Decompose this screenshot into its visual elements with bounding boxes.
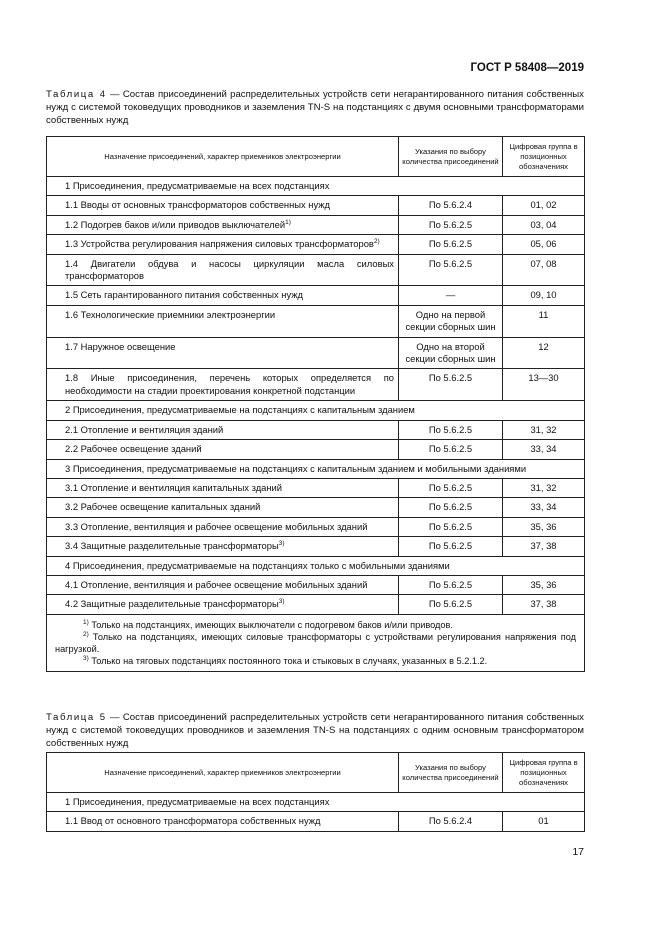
digit-group — [503, 575, 585, 594]
connection-name — [47, 575, 399, 594]
table-row — [47, 595, 585, 614]
table-row — [47, 420, 585, 439]
document-code: ГОСТ Р 58408—2019 — [470, 62, 584, 74]
selection-guide-text: По 5.6.2.5 — [428, 218, 473, 230]
digit-group — [503, 369, 585, 401]
digit-group — [503, 498, 585, 517]
table-row — [47, 517, 585, 536]
digit-group — [503, 254, 585, 286]
table5-col-guide: Указания по выбору количества присоединений — [399, 753, 503, 793]
table-row — [47, 440, 585, 459]
footnote — [55, 655, 576, 667]
selection-guide-text: По 5.6.2.5 — [428, 540, 473, 552]
table5-col-group: Цифровая группа в позиционных обозначениях — [503, 753, 585, 793]
connection-name-text: 3.4 Защитные разделительные трансформаторы — [65, 540, 279, 552]
table-row — [47, 812, 585, 831]
selection-guide-text: По 5.6.2.5 — [428, 443, 473, 455]
footnote-indent — [55, 632, 83, 642]
digit-group — [503, 286, 585, 305]
selection-guide — [399, 254, 503, 286]
table5-body — [47, 793, 585, 832]
footnote-text: Только на подстанциях, имеющих силовые трансформаторы с устройствами регулирования напряжения под нагрузкой. — [55, 631, 576, 654]
digit-group — [503, 478, 585, 497]
footnote-text: Только на тяговых подстанциях постоянного тока и стыковых в случаях, указанных в 5.2.1.2. — [88, 655, 488, 666]
section-title — [47, 401, 585, 420]
connection-name — [47, 369, 399, 401]
digit-group-text: 31, 32 — [530, 423, 557, 435]
connection-name-text: 4.2 Защитные разделительные трансформаторы — [65, 598, 279, 610]
connection-name — [47, 254, 399, 286]
connection-name-text: 3.1 Отопление и вентиляция капитальных зданий — [65, 481, 283, 493]
footnote-indent — [55, 620, 83, 630]
footnote — [55, 619, 576, 631]
selection-guide-text: По 5.6.2.5 — [428, 501, 473, 513]
table-section-row — [47, 556, 585, 575]
connection-name-text: 2.1 Отопление и вентиляция зданий — [65, 423, 224, 435]
connection-name — [47, 478, 399, 497]
connection-name — [47, 595, 399, 614]
connection-name-text: 3.3 Отопление, вентиляция и рабочее освещение мобильных зданий — [65, 520, 368, 532]
table5-header-row — [47, 753, 585, 793]
connection-name-text: 1.8 Иные присоединения, перечень которых определяется по необходимости на стадии проектирования конкретной подстанции — [65, 372, 394, 396]
digit-group — [503, 337, 585, 369]
table4-caption-text: — Состав присоединений распределительных устройств сети негарантированного питания собственных нужд с системой токоведущих проводников и заземления TN-S на подстанциях с двумя основными трансформаторами собственных нужд — [46, 89, 584, 127]
digit-group-text: 05, 06 — [530, 238, 557, 250]
selection-guide-text: Одно на второй секции сборных шин — [405, 340, 496, 365]
connection-name — [47, 215, 399, 234]
connection-name — [47, 235, 399, 254]
selection-guide — [399, 517, 503, 536]
page-number: 17 — [572, 846, 584, 858]
digit-group — [503, 595, 585, 614]
connection-name-text: 1.1 Ввод от основного трансформатора собственных нужд — [65, 815, 321, 827]
table-section-row — [47, 793, 585, 812]
selection-guide — [399, 286, 503, 305]
digit-group — [503, 305, 585, 337]
table-row — [47, 215, 585, 234]
table-row — [47, 575, 585, 594]
connection-name — [47, 420, 399, 439]
table-section-row — [47, 401, 585, 420]
selection-guide — [399, 420, 503, 439]
table5 — [46, 752, 585, 832]
selection-guide-text: По 5.6.2.5 — [428, 520, 473, 532]
section-title-text: 1 Присоединения, предусматриваемые на всех подстанциях — [65, 796, 330, 807]
selection-guide-text: Одно на первой секции сборных шин — [405, 308, 496, 333]
selection-guide-text: По 5.6.2.5 — [428, 372, 473, 384]
table4-label: Таблица 4 — [46, 89, 107, 100]
connection-name — [47, 498, 399, 517]
digit-group-text: 09, 10 — [530, 289, 557, 301]
table5-label: Таблица 5 — [46, 712, 107, 723]
connection-name-text: 1.2 Подогрев баков и/или приводов выключателей — [65, 218, 286, 230]
selection-guide-text: — — [445, 289, 456, 301]
digit-group-text: 11 — [538, 308, 549, 320]
selection-guide — [399, 369, 503, 401]
connection-name — [47, 812, 399, 831]
connection-name-text: 1.7 Наружное освещение — [65, 340, 176, 352]
selection-guide — [399, 478, 503, 497]
connection-name-text: 4.1 Отопление, вентиляция и рабочее освещение мобильных зданий — [65, 578, 368, 590]
connection-name — [47, 286, 399, 305]
digit-group — [503, 215, 585, 234]
selection-guide — [399, 595, 503, 614]
selection-guide — [399, 215, 503, 234]
selection-guide — [399, 235, 503, 254]
footnote — [55, 631, 576, 655]
selection-guide-text: По 5.6.2.5 — [428, 257, 473, 269]
table-row — [47, 254, 585, 286]
footnote-marker: 1) — [83, 618, 89, 626]
table-row — [47, 305, 585, 337]
footnote-ref: 3) — [278, 540, 285, 547]
section-title — [47, 459, 585, 478]
selection-guide — [399, 305, 503, 337]
table-row — [47, 337, 585, 369]
section-title-text: 3 Присоединения, предусматриваемые на подстанциях с капитальным зданием и мобильными зданиями — [65, 462, 527, 474]
connection-name — [47, 517, 399, 536]
table4-col-guide: Указания по выбору количества присоединений — [399, 137, 503, 177]
connection-name-text: 3.2 Рабочее освещение капитальных зданий — [65, 501, 261, 513]
digit-group-text: 07, 08 — [530, 257, 557, 269]
footnote-ref: 3) — [278, 598, 285, 606]
section-title — [47, 556, 585, 575]
table-notes — [47, 614, 585, 671]
connection-name-text: 1.5 Сеть гарантированного питания собственных нужд — [65, 289, 304, 301]
digit-group — [503, 420, 585, 439]
selection-guide — [399, 575, 503, 594]
connection-name-text: 2.2 Рабочее освещение зданий — [65, 443, 202, 455]
digit-group-text: 31, 32 — [530, 481, 557, 493]
digit-group — [503, 812, 585, 831]
table-row — [47, 286, 585, 305]
connection-name — [47, 440, 399, 459]
table5-caption — [46, 711, 584, 751]
table5-col-name: Назначение присоединений, характер приемников электроэнергии — [47, 753, 399, 793]
digit-group — [503, 517, 585, 536]
footnote-marker: 2) — [83, 630, 89, 638]
table4 — [46, 136, 585, 672]
digit-group-text: 35, 36 — [530, 520, 557, 532]
selection-guide — [399, 337, 503, 369]
digit-group — [503, 196, 585, 215]
selection-guide-text: По 5.6.2.5 — [428, 481, 473, 493]
digit-group — [503, 537, 585, 556]
table4-col-group: Цифровая группа в позиционных обозначениях — [503, 137, 585, 177]
connection-name — [47, 305, 399, 337]
digit-group-text: 12 — [538, 340, 549, 352]
table4-header-row — [47, 137, 585, 177]
table-row — [47, 196, 585, 215]
section-title — [47, 793, 585, 812]
digit-group-text: 37, 38 — [530, 540, 557, 552]
selection-guide-text: По 5.6.2.4 — [428, 815, 473, 827]
table4-caption — [46, 88, 584, 128]
table-row — [47, 498, 585, 517]
selection-guide — [399, 537, 503, 556]
selection-guide-text: По 5.6.2.5 — [428, 423, 473, 435]
section-title-text: 2 Присоединения, предусматриваемые на подстанциях с капитальным зданием — [65, 404, 415, 416]
table4-body — [47, 177, 585, 672]
footnote-text: Только на подстанциях, имеющих выключатели с подогревом баков и/или приводов. — [88, 619, 453, 630]
digit-group — [503, 235, 585, 254]
table-row — [47, 369, 585, 401]
digit-group — [503, 440, 585, 459]
connection-name-text: 1.3 Устройства регулирования напряжения силовых трансформаторов — [65, 238, 374, 250]
connection-name — [47, 337, 399, 369]
digit-group-text: 35, 36 — [530, 578, 557, 590]
table-section-row — [47, 177, 585, 196]
selection-guide-text: По 5.6.2.4 — [428, 199, 473, 211]
selection-guide — [399, 812, 503, 831]
digit-group-text: 37, 38 — [530, 598, 557, 610]
footnote-indent — [55, 656, 83, 666]
connection-name-text: 1.4 Двигатели обдува и насосы циркуляции масла силовых трансформаторов — [65, 257, 394, 282]
section-title-text: 1 Присоединения, предусматриваемые на всех подстанциях — [65, 180, 330, 191]
digit-group-text: 01 — [538, 815, 549, 827]
digit-group-text: 33, 34 — [530, 443, 557, 455]
table-row — [47, 235, 585, 254]
selection-guide — [399, 498, 503, 517]
connection-name — [47, 196, 399, 215]
connection-name-text: 1.1 Вводы от основных трансформаторов собственных нужд — [65, 199, 331, 211]
table-section-row — [47, 459, 585, 478]
connection-name-text: 1.6 Технологические приемники электроэнергии — [65, 308, 276, 320]
table-notes-row — [47, 614, 585, 671]
digit-group-text: 13—30 — [528, 372, 559, 384]
footnote-ref: 1) — [285, 218, 291, 226]
digit-group-text: 01, 02 — [530, 199, 557, 211]
table4-col-name: Назначение присоединений, характер приемников электроэнергии — [47, 137, 399, 177]
table-row — [47, 478, 585, 497]
selection-guide — [399, 440, 503, 459]
selection-guide-text: По 5.6.2.5 — [428, 238, 473, 250]
digit-group-text: 33, 34 — [530, 501, 557, 513]
selection-guide-text: По 5.6.2.5 — [428, 578, 473, 590]
table-row — [47, 537, 585, 556]
section-title — [47, 177, 585, 196]
footnote-marker: 3) — [83, 654, 89, 662]
digit-group-text: 03, 04 — [530, 218, 557, 230]
connection-name — [47, 537, 399, 556]
section-title-text: 4 Присоединения, предусматриваемые на подстанциях только с мобильными зданиями — [65, 559, 450, 571]
footnote-ref: 2) — [373, 238, 380, 246]
table5-caption-text: — Состав присоединений распределительных устройств сети негарантированного питания собственных нужд с системой токоведущих проводников и заземления TN-S на подстанциях с одним основным трансформатором собственных нужд — [46, 712, 584, 750]
selection-guide — [399, 196, 503, 215]
selection-guide-text: По 5.6.2.5 — [428, 598, 473, 610]
